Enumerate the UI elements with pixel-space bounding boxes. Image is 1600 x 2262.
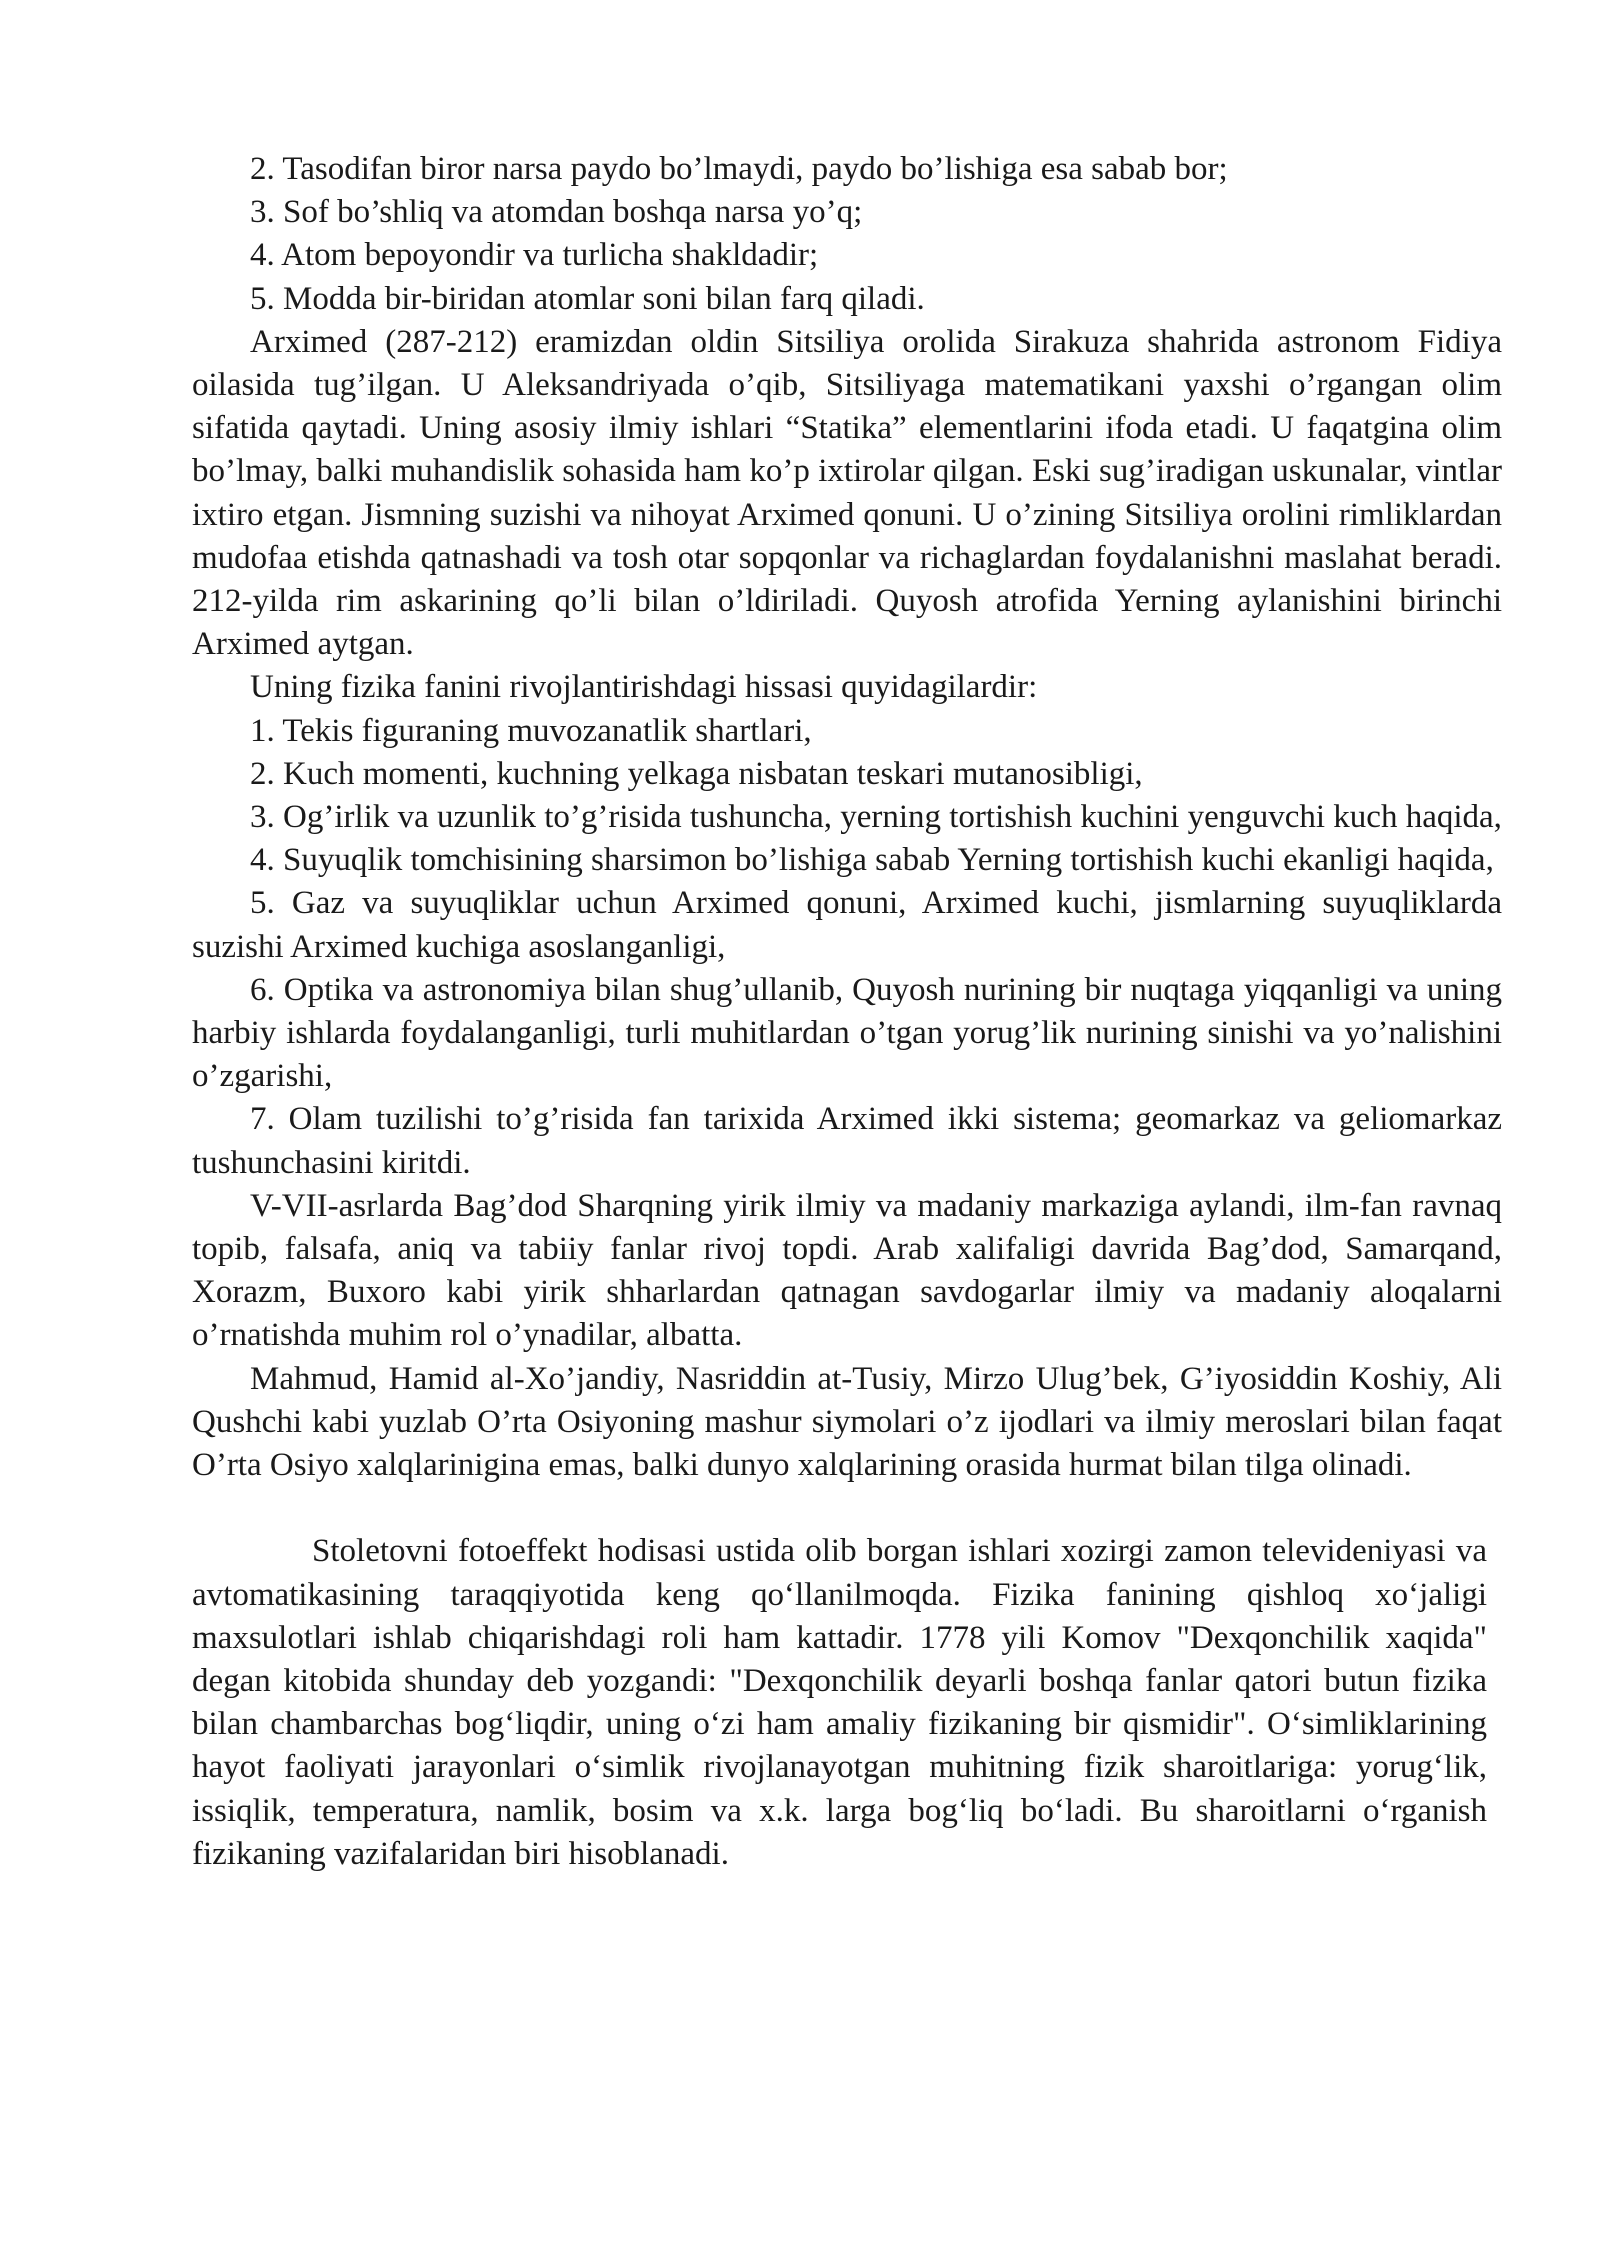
list-item: 7. Olam tuzilishi to’g’risida fan tarixida Arximed ikki sistema; geomarkaz va geliomarkaz tushunchasini kiritdi.: [192, 1101, 1502, 1181]
list-item: 5. Modda bir-biridan atomlar soni bilan farq qiladi.: [250, 280, 925, 317]
list-item: 5. Gaz va suyuqliklar uchun Arximed qonuni, Arximed kuchi, jismlarning suyuqliklarda suzishi Arximed kuchiga asoslanganligi,: [192, 885, 1502, 965]
document-page: [192, 148, 1502, 1876]
baghdad-paragraph: V-VII-asrlarda Bag’dod Sharqning yirik ilmiy va madaniy markaziga aylandi, ilm-fan ravnaq topib, falsafa, aniq va tabiiy fanlar rivoj topdi. Arab xalifaligi davrida Bag’dod, Samarqand, Xorazm, Buxoro kabi yirik shharlardan qatnagan savdogarlar ilmiy va madaniy aloqalarni o’rnatishda muhim rol o’ynadilar, albatta.: [192, 1187, 1502, 1354]
archimedes-paragraph: Arximed (287-212) eramizdan oldin Sitsiliya orolida Sirakuza shahrida astronom Fidiya oilasida tug’ilgan. U Aleksandriyada o’qib, Sitsiliyaga matematikani yaxshi o’rgangan olim sifatida qaytadi. Uning asosiy ilmiy ishlari “Statika” elementlarini ifoda etadi. U faqatgina olim bo’lmay, balki muhandislik sohasida ham ko’p ixtirolar qilgan. Eski sug’iradigan uskunalar, vintlar ixtiro etgan. Jismning suzishi va nihoyat Arximed qonuni. U o’zining Sitsiliya orolini rimliklardan mudofaa etishda qatnashadi va tosh otar sopqonlar va richaglardan foydalanishni maslahat beradi. 212-yilda rim askarining qo’li bilan o’ldiriladi. Quyosh atrofida Yerning aylanishini birinchi Arximed aytgan.: [192, 323, 1502, 663]
list-item: 2. Kuch momenti, kuchning yelkaga nisbatan teskari mutanosibligi,: [250, 755, 1143, 792]
paragraph-gap: [192, 1487, 1502, 1530]
scholars-paragraph: Mahmud, Hamid al-Xo’jandiy, Nasriddin at-Tusiy, Mirzo Ulug’bek, G’iyosiddin Koshiy, Ali Qushchi kabi yuzlab O’rta Osiyoning mashur siymolari o’z ijodlari va ilmiy meroslari bilan faqat O’rta Osiyo xalqlarinigina emas, balki dunyo xalqlarining orasida hurmat bilan tilga olinadi.: [192, 1360, 1502, 1484]
list-item: 4. Atom bepoyondir va turlicha shakldadir;: [250, 237, 819, 274]
stoletov-paragraph: Stoletovni fotoeffekt hodisasi ustida olib borgan ishlari xozirgi zamon televideniyasi va avtomatikasining taraqqiyotida keng qo‘llanilmoqda. Fizika fanining qishloq xo‘jaligi maxsulotlari ishlab chiqarishdagi roli ham kattadir. 1778 yili Komov "Dexqonchilik xaqida" degan kitobida shunday deb yozgandi: "Dexqonchilik deyarli boshqa fanlar qatori butun fizika bilan chambarchas bog‘liqdir, uning o‘zi ham amaliy fizikaning bir qismidir". O‘simliklarining hayot faoliyati jarayonlari o‘simlik rivojlanayotgan muhitning fizik sharoitlariga: yorug‘lik, issiqlik, temperatura, namlik, bosim va x.k. larga bog‘liq bo‘ladi. Bu sharoitlarni o‘rganish fizikaning vazifalaridan biri hisoblanadi.: [192, 1533, 1487, 1872]
intro-list: [192, 148, 1502, 321]
contributions-list: [192, 710, 1502, 1185]
stoletov-section: [192, 1530, 1487, 1876]
list-item: 4. Suyuqlik tomchisining sharsimon bo’lishiga sabab Yerning tortishish kuchi ekanligi haqida,: [250, 842, 1494, 879]
list-item: 2. Tasodifan biror narsa paydo bo’lmaydi, paydo bo’lishiga esa sabab bor;: [250, 151, 1228, 187]
list-item: 3. Sof bo’shliq va atomdan boshqa narsa yo’q;: [250, 194, 863, 231]
list-item: 6. Optika va astronomiya bilan shug’ullanib, Quyosh nurining bir nuqtaga yiqqanligi va uning harbiy ishlarda foydalanganligi, turli muhitlardan o’tgan yorug’lik nurining sinishi va yo’nalishini o’zgarishi,: [192, 971, 1502, 1095]
contributions-intro: Uning fizika fanini rivojlantirishdagi hissasi quyidagilardir:: [250, 669, 1038, 706]
list-item: 3. Og’irlik va uzunlik to’g’risida tushuncha, yerning tortishish kuchini yenguvchi kuch haqida,: [250, 799, 1502, 836]
list-item: 1. Tekis figuraning muvozanatlik shartlari,: [250, 712, 812, 749]
